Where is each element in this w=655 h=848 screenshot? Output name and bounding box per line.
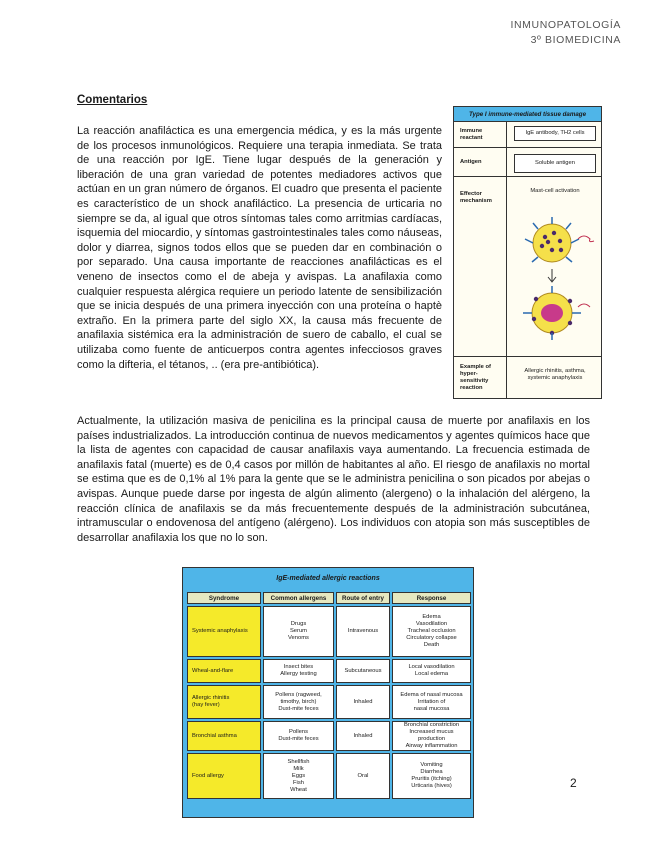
header-course: INMUNOPATOLOGÍA <box>510 19 621 31</box>
cell-route: Inhaled <box>336 721 390 751</box>
paragraph-2: Actualmente, la utilización masiva de penicilina es la principal causa de muerte por anafilaxis en los países industrializados. La introducción continua de nuevos medicamentos y agentes químicos hace que la lista de agentes con capacidad de causar anafilaxis vaya aumentando. La frecuencia estimada de anafilaxis fatal (muerte) es de 0,4 casos por millón de habitantes al año. El riesgo de anafilaxis no mortal se estima que es de 0,1% al 1% para la gente que se le administra penicilina o son picados por abejas o avispas. Aunque puede darse por ingesta de algún alimento (alergeno) o la inhalación del alérgeno, la reacción clínica de anafilaxis se da más frecuentemente después de la administración subcutánea, intramuscular o endovenosa del antígeno (alérgeno). Los individuos con atopia son más susceptibles de desarrollar anafilaxia los que no lo son. <box>77 415 590 544</box>
page-number: 2 <box>570 776 577 790</box>
cell-allergens: Drugs Serum Venoms <box>263 606 334 657</box>
table-row <box>187 753 471 799</box>
cell-response: Bronchial constriction Increased mucus production Airway inflammation <box>392 721 471 751</box>
table-row <box>187 721 471 751</box>
figure-ige-allergic-reactions <box>182 567 474 818</box>
cell-syndrome: Wheal-and-flare <box>187 659 261 683</box>
cell-syndrome: Systemic anaphylaxis <box>187 606 261 657</box>
section-title: Comentarios <box>77 94 148 106</box>
figure1-row-value: Mast-cell activation <box>530 188 580 194</box>
figure1-row-value: Soluble antigen <box>514 154 596 173</box>
cell-allergens: Pollens Dust-mite feces <box>263 721 334 751</box>
figure2-title: IgE-mediated allergic reactions <box>276 574 380 582</box>
cell-syndrome: Allergic rhinitis (hay fever) <box>187 685 261 719</box>
figure1-row <box>454 357 601 398</box>
column-header-syndrome: Syndrome <box>187 592 261 604</box>
cell-response: Vomiting Diarrhea Pruritis (itching) Urticaria (hives) <box>392 753 471 799</box>
column-header-allergens: Common allergens <box>263 592 334 604</box>
figure1-row <box>454 122 601 148</box>
mast-cell-diagram <box>512 215 598 355</box>
paragraph-1: La reacción anafiláctica es una emergencia médica, y es la más urgente de los procesos inmunológicos. Requiere una terapia inmediata. Se trata de una reacción por IgE. Tiene lugar después de la generación y liberación de una gran variedad de potentes mediadores activos que actúan en un gran número de órganos. El cuadro que presenta el paciente es característico de un shock anafiláctico. La presencia de urticaria no siempre se da, al igual que otros síntomas tales como arritmias cardíacas, isquemia del miocardio, y síntomas gastrointestinales tales como náuseas, dolor y diarrea, signos todos ellos que se pueden dar en combinación o por separado. Una causa importante de reacciones anafilácticas es el veneno de insectos como el de abeja y avispas. La anafilaxia como cualquier respuesta alérgica requiere un periodo latente de sensibilización que se inicia después de una primera inyección con una proteína o haptè extraño. En la primera parte del siglo XX, la causa más frecuente de anafilaxia sistémica era la administración de suero de caballo, el cual se utilizaba como fuente de anticuerpos contra agentes infecciosos graves como la difteria, el tétanos, .. (era pre-antibiótica). <box>77 125 442 371</box>
table-row <box>187 606 471 657</box>
cell-response: Edema of nasal mucosa Irritation of nasal mucosa <box>392 685 471 719</box>
cell-route: Subcutaneous <box>336 659 390 683</box>
page-header <box>510 18 621 48</box>
mast-cell-resting-icon <box>525 217 594 262</box>
column-header-route: Route of entry <box>336 592 390 604</box>
column-header-response: Response <box>392 592 471 604</box>
cell-route: Oral <box>336 753 390 799</box>
cell-response: Local vasodilation Local edema <box>392 659 471 683</box>
figure1-row-value: Allergic rhinitis, asthma, systemic anaphylaxis <box>524 368 586 381</box>
cell-allergens: Insect bites Allergy testing <box>263 659 334 683</box>
table-row <box>187 685 471 719</box>
header-degree: 3º BIOMEDICINA <box>530 34 621 46</box>
figure1-title: Type I immune-mediated tissue damage <box>454 107 601 122</box>
figure1-row-label: Example of hyper-sensitivity reaction <box>460 364 491 391</box>
allergic-reactions-table <box>185 590 473 801</box>
cell-route: Intravenous <box>336 606 390 657</box>
cell-syndrome: Food allergy <box>187 753 261 799</box>
cell-response: Edema Vasodilation Tracheal occlusion Circulatory collapse Death <box>392 606 471 657</box>
figure1-row <box>454 177 601 357</box>
figure1-row-label: Antigen <box>460 159 482 165</box>
cell-syndrome: Bronchial asthma <box>187 721 261 751</box>
table-row <box>187 659 471 683</box>
arrow-down-icon <box>548 269 556 282</box>
cell-route: Inhaled <box>336 685 390 719</box>
figure1-row-value: IgE antibody, TH2 cells <box>514 126 596 141</box>
figure1-row <box>454 148 601 177</box>
mast-cell-degranulating-icon <box>523 286 590 340</box>
figure-type1-hypersensitivity <box>453 106 602 399</box>
cell-allergens: Shellfish Milk Eggs Fish Wheat <box>263 753 334 799</box>
figure1-row-label: Effector mechanism <box>460 191 492 204</box>
figure1-row-label: Immune reactant <box>460 128 483 141</box>
cell-allergens: Pollens (ragweed, timothy, birch) Dust-mite feces <box>263 685 334 719</box>
